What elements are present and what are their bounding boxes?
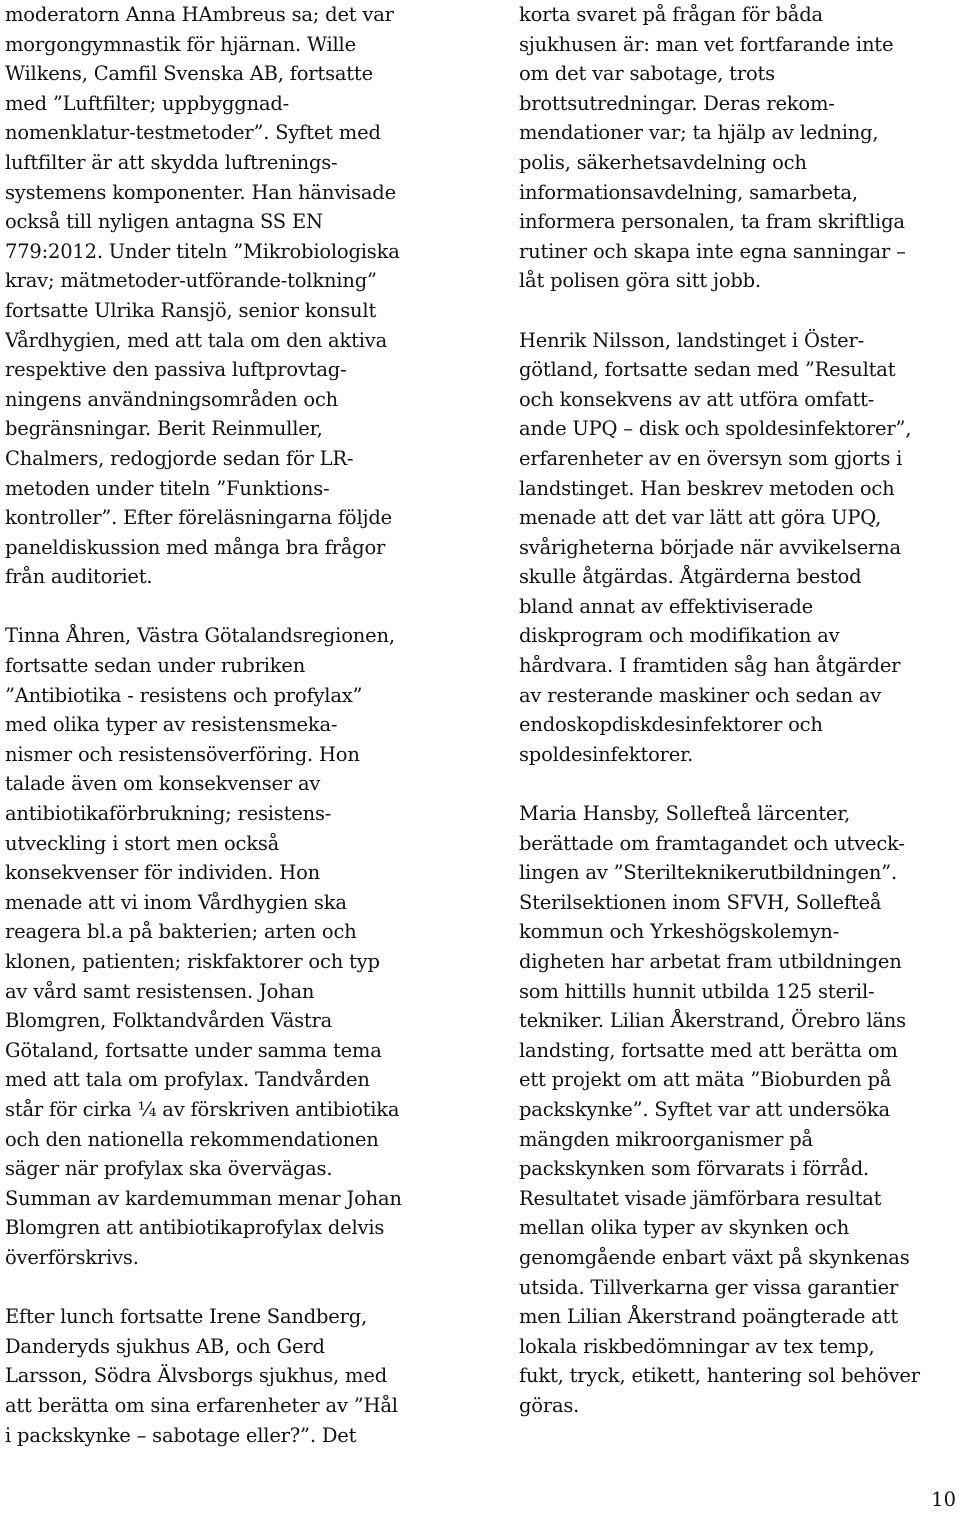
text-line: rutiner och skapa inte egna sanningar – — [519, 239, 906, 263]
text-line: som hittills hunnit utbilda 125 steril- — [519, 979, 875, 1003]
text-line: Efter lunch fortsatte Irene Sandberg, — [5, 1305, 368, 1329]
text-line: göras. — [519, 1393, 580, 1417]
text-line: digheten har arbetat fram utbildningen — [519, 950, 902, 973]
paragraph-gap — [5, 592, 475, 622]
text-line: talade även om konsekvenser av — [5, 772, 321, 796]
text-line: diskprogram och modifikation av — [519, 624, 840, 648]
text-line: skulle åtgärdas. Åtgärderna bestod — [519, 565, 862, 589]
text-line: av resterande maskiner och sedan av — [519, 683, 882, 707]
text-line: mendationer var; ta hjälp av ledning, — [519, 121, 879, 145]
text-line: packskynke”. Syftet var att undersöka — [519, 1097, 890, 1121]
text-line: menade att det var lätt att göra UPQ, — [519, 506, 882, 530]
text-line: spoldesinfektorer. — [519, 742, 694, 766]
text-line: Larsson, Södra Älvsborgs sjukhus, med — [5, 1364, 387, 1388]
text-line: med att tala om profylax. Tandvården — [5, 1068, 370, 1092]
text-line: ett projekt om att mäta ”Bioburden på — [519, 1068, 892, 1092]
text-line: svårigheterna började när avvikelserna — [519, 535, 901, 559]
text-line: mellan olika typer av skynken och — [519, 1216, 850, 1240]
text-line: låt polisen göra sitt jobb. — [519, 269, 761, 293]
text-line: polis, säkerhetsavdelning och — [519, 150, 807, 174]
text-line: också till nyligen antagna SS EN — [5, 210, 323, 234]
text-line: systemens komponenter. Han hänvisade — [5, 180, 396, 204]
text-line: av vård samt resistensen. Johan — [5, 979, 315, 1003]
text-line: landsting, fortsatte med att berätta om — [519, 1038, 898, 1062]
text-line: reagera bl.a på bakterien; arten och — [5, 920, 357, 944]
text-line: erfarenheter av en översyn som gjorts i — [519, 446, 903, 470]
paragraph-gap — [5, 1273, 475, 1303]
text-line: bland annat av effektiviserade — [519, 594, 814, 618]
page-number: 10 — [931, 1488, 956, 1511]
text-line: informera personalen, ta fram skriftliga — [519, 210, 905, 234]
left-text-column — [5, 0, 475, 1450]
text-line: klonen, patienten; riskfaktorer och typ — [5, 950, 380, 973]
text-line: moderatorn Anna HAmbreus sa; det var — [5, 3, 394, 26]
text-line: från auditoriet. — [5, 565, 153, 589]
text-line: mängden mikroorganismer på — [519, 1127, 813, 1151]
text-line: antibiotikaförbrukning; resistens- — [5, 802, 332, 826]
text-line: nismer och resistensöverföring. Hon — [5, 742, 360, 766]
text-line: landstinget. Han beskrev metoden och — [519, 476, 895, 500]
text-line: i packskynke – sabotage eller?”. Det — [5, 1423, 357, 1447]
text-line: götland, fortsatte sedan med ”Resultat — [519, 358, 896, 382]
text-line: kommun och Yrkeshögskolemyn- — [519, 920, 840, 944]
text-line: morgongymnastik för hjärnan. Wille — [5, 32, 356, 56]
text-line: Chalmers, redogjorde sedan för LR- — [5, 446, 354, 470]
text-line: Vårdhygien, med att tala om den aktiva — [5, 328, 388, 352]
text-line: brottsutredningar. Deras rekom- — [519, 91, 835, 115]
text-line: fortsatte sedan under rubriken — [5, 654, 306, 678]
text-line: Henrik Nilsson, landstinget i Öster- — [519, 328, 865, 352]
text-line: kontroller”. Efter föreläsningarna följde — [5, 506, 392, 530]
text-line: krav; mätmetoder-utförande-tolkning” — [5, 269, 377, 293]
text-line: att berätta om sina erfarenheter av ”Hål — [5, 1393, 398, 1417]
text-line: och den nationella rekommendationen — [5, 1127, 379, 1151]
text-line: lingen av ”Sterilteknikerutbildningen”. — [519, 861, 897, 885]
text-line: Maria Hansby, Sollefteå lärcenter, — [519, 802, 851, 826]
text-line: begränsningar. Berit Reinmuller, — [5, 417, 323, 441]
text-line: med ”Luftfilter; uppbyggnad- — [5, 91, 290, 115]
text-line: ”Antibiotika - resistens och profylax” — [5, 683, 363, 707]
text-line: berättade om framtagandet och utveck- — [519, 831, 905, 855]
text-line: ande UPQ – disk och spoldesinfektorer”, — [519, 417, 912, 441]
text-line: menade att vi inom Vårdhygien ska — [5, 890, 347, 914]
text-line: Resultatet visade jämförbara resultat — [519, 1186, 882, 1210]
text-line: metoden under titeln ”Funktions- — [5, 476, 330, 500]
text-line: Tinna Åhren, Västra Götalandsregionen, — [5, 624, 395, 648]
text-line: utveckling i stort men också — [5, 831, 280, 855]
text-line: Blomgren, Folktandvården Västra — [5, 1009, 333, 1033]
text-line: om det var sabotage, trots — [519, 62, 775, 86]
text-line: nomenklatur-testmetoder”. Syftet med — [5, 121, 381, 145]
text-line: lokala riskbedömningar av tex temp, — [519, 1334, 875, 1358]
text-line: konsekvenser för individen. Hon — [5, 861, 320, 885]
text-line: fortsatte Ulrika Ransjö, senior konsult — [5, 298, 377, 322]
text-line: sjukhusen är: man vet fortfarande inte — [519, 32, 894, 56]
text-line: säger när profylax ska övervägas. — [5, 1157, 333, 1181]
text-line: luftfilter är att skydda luftrenings- — [5, 150, 338, 174]
text-line: utsida. Tillverkarna ger vissa garantier — [519, 1275, 899, 1299]
text-line: står för cirka ¼ av förskriven antibiotika — [5, 1097, 400, 1121]
text-line: hårdvara. I framtiden såg han åtgärder — [519, 654, 901, 678]
text-line: Sterilsektionen inom SFVH, Sollefteå — [519, 890, 882, 914]
text-line: med olika typer av resistensmeka- — [5, 713, 338, 737]
right-text-column — [519, 0, 960, 1421]
text-line: genomgående enbart växt på skynkenas — [519, 1245, 910, 1269]
paragraph-gap — [519, 296, 960, 326]
text-line: fukt, tryck, etikett, hantering sol behöver — [519, 1364, 920, 1388]
text-line: packskynken som förvarats i förråd. — [519, 1157, 870, 1181]
text-line: tekniker. Lilian Åkerstrand, Örebro läns — [519, 1009, 906, 1033]
text-line: överförskrivs. — [5, 1245, 139, 1269]
text-line: respektive den passiva luftprovtag- — [5, 358, 347, 382]
text-line: ningens användningsområden och — [5, 387, 339, 411]
text-line: och konsekvens av att utföra omfatt- — [519, 387, 875, 411]
text-line: paneldiskussion med många bra frågor — [5, 535, 386, 559]
text-line: Danderyds sjukhus AB, och Gerd — [5, 1334, 325, 1358]
text-line: korta svaret på frågan för båda — [519, 3, 823, 26]
paragraph-gap — [519, 769, 960, 799]
text-line: Götaland, fortsatte under samma tema — [5, 1038, 382, 1062]
text-line: 779:2012. Under titeln ”Mikrobiologiska — [5, 239, 400, 263]
text-line: Wilkens, Camfil Svenska AB, fortsatte — [5, 62, 373, 86]
text-line: informationsavdelning, samarbeta, — [519, 180, 858, 204]
text-line: men Lilian Åkerstrand poängterade att — [519, 1305, 898, 1329]
text-line: Blomgren att antibiotikaprofylax delvis — [5, 1216, 385, 1240]
text-line: endoskopdiskdesinfektorer och — [519, 713, 823, 737]
text-line: Summan av kardemumman menar Johan — [5, 1186, 402, 1210]
